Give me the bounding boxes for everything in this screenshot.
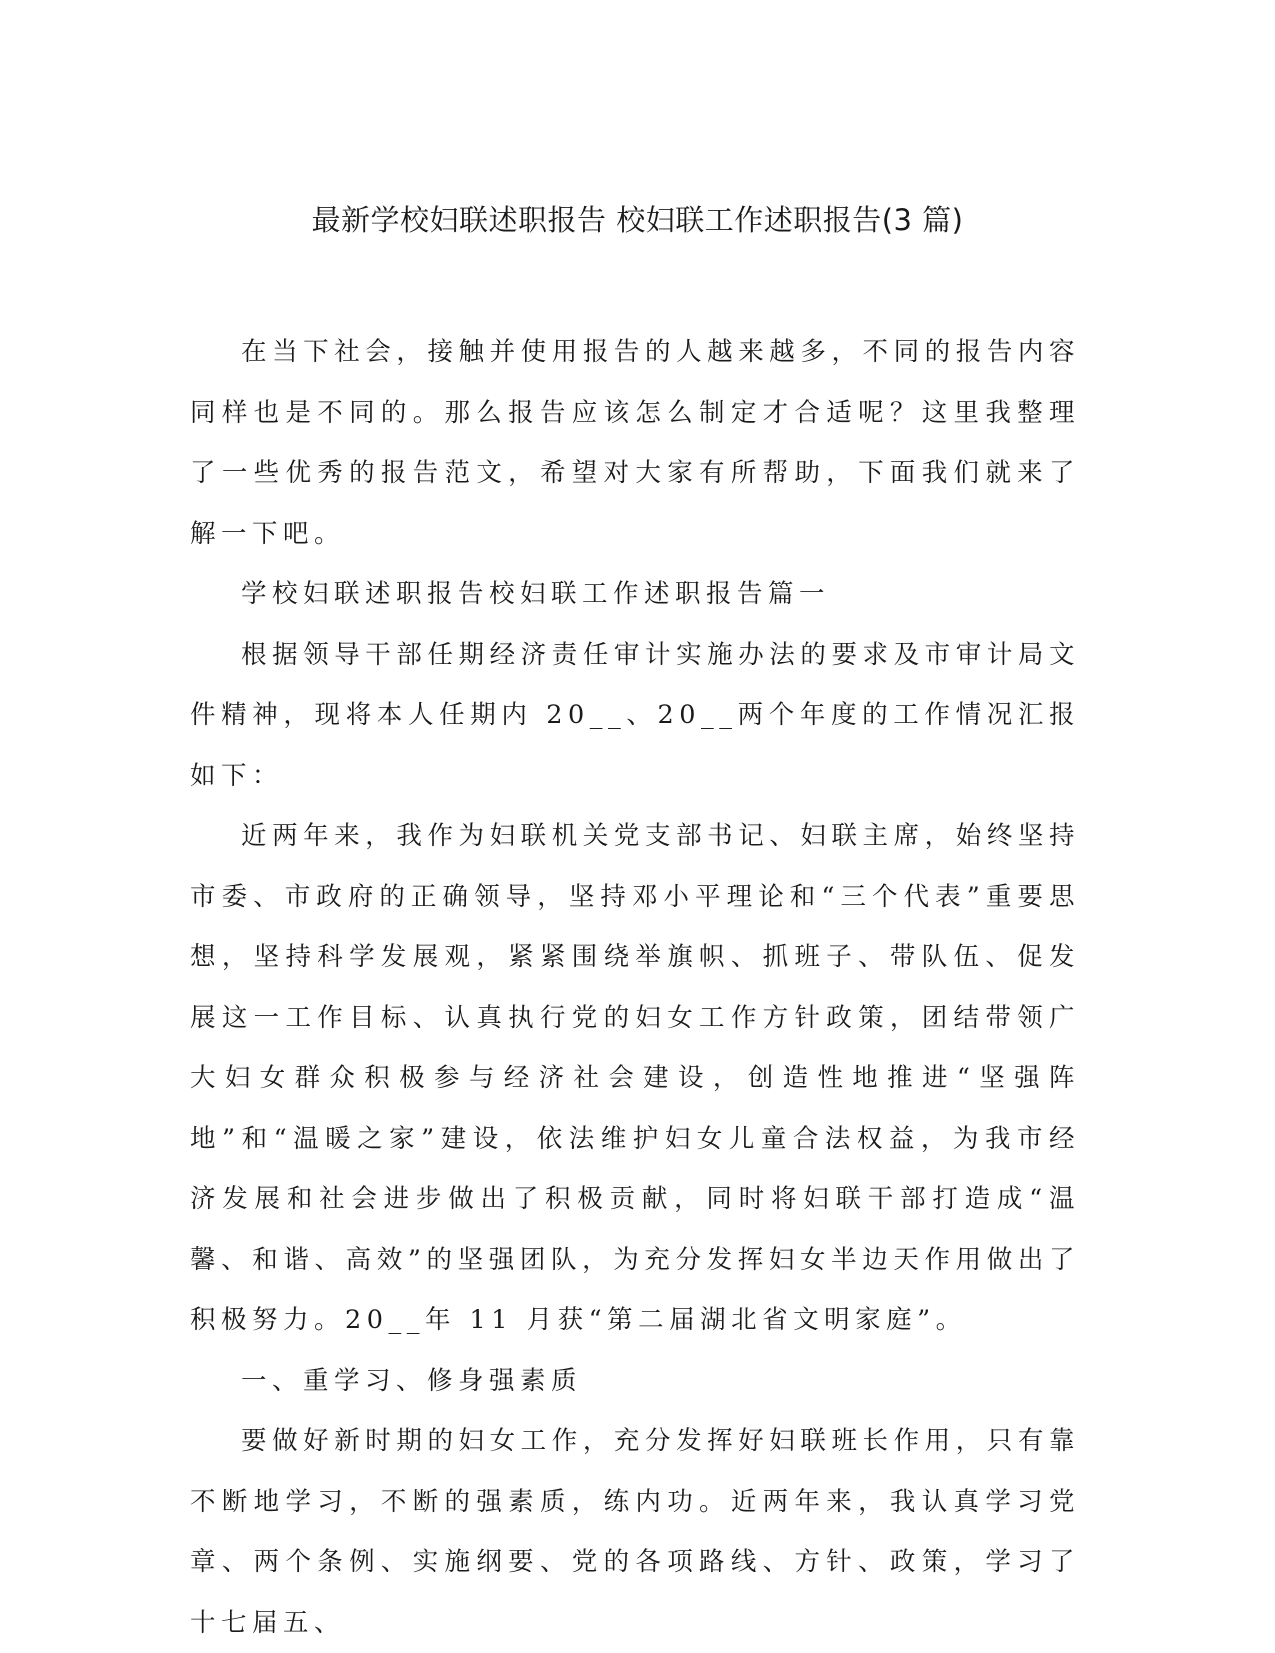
intro-paragraph: 在当下社会，接触并使用报告的人越来越多，不同的报告内容同样也是不同的。那么报告应该怎么制定才合适呢？这里我整理了一些优秀的报告范文，希望对大家有所帮助，下面我们就来了解一下吧。 bbox=[190, 337, 1080, 549]
section-heading: 学校妇联述职报告校妇联工作述职报告篇一 bbox=[241, 579, 831, 609]
body-paragraph: 近两年来，我作为妇联机关党支部书记、妇联主席，始终坚持市委、市政府的正确领导，坚持邓小平理论和“三个代表”重要思想，坚持科学发展观，紧紧围绕举旗帜、抓班子、带队伍、促发展这一工作目标、认真执行党的妇女工作方针政策，团结带领广大妇女群众积极参与经济社会建设，创造性地推进“坚强阵地”和“温暖之家”建设，依法维护妇女儿童合法权益，为我市经济发展和社会进步做出了积极贡献，同时将妇联干部打造成“温馨、和谐、高效”的坚强团队，为充分发挥妇女半边天作用做出了积极努力。20__年 11 月获“第二届湖北省文明家庭”。 bbox=[190, 821, 1080, 1335]
section-heading: 一、重学习、修身强素质 bbox=[241, 1365, 583, 1396]
document-title: 最新学校妇联述职报告 校妇联工作述职报告(3 篇) bbox=[311, 203, 964, 237]
body-paragraph: 根据领导干部任期经济责任审计实施办法的要求及市审计局文件精神，现将本人任期内 20__、20__两个年度的工作情况汇报如下： bbox=[190, 639, 1080, 791]
document-body bbox=[190, 322, 1080, 1653]
body-paragraph: 要做好新时期的妇女工作，充分发挥好妇联班长作用，只有靠不断地学习，不断的强素质，练内功。近两年来，我认真学习党章、两个条例、实施纲要、党的各项路线、方针、政策，学习了十七届五、 bbox=[190, 1426, 1080, 1638]
